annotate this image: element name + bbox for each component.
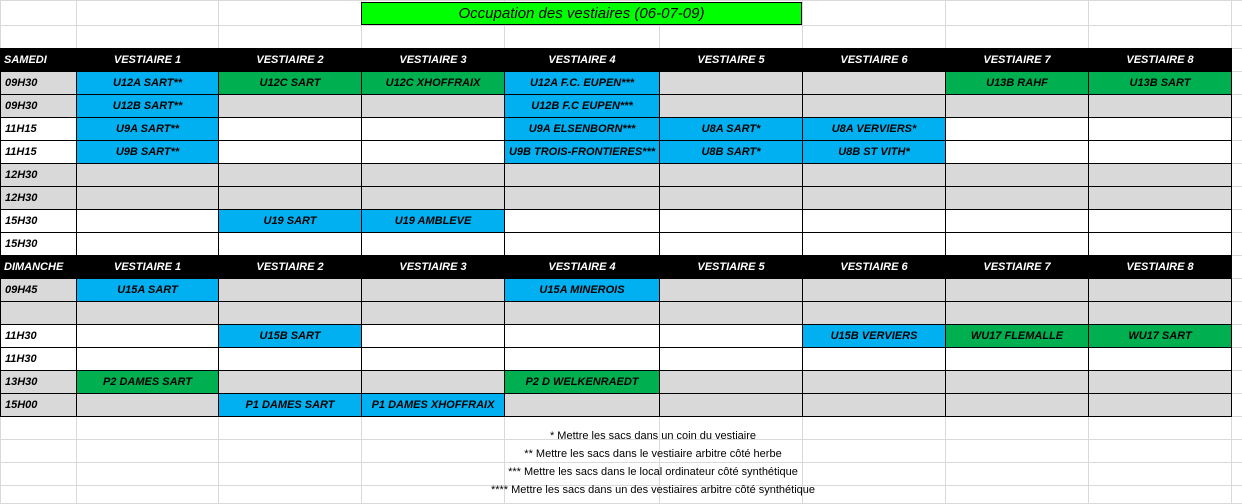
- empty-cell[interactable]: [76, 393, 219, 417]
- empty-cell[interactable]: [659, 301, 803, 325]
- empty-cell[interactable]: [1088, 140, 1232, 164]
- empty-cell[interactable]: [945, 117, 1089, 141]
- empty-cell[interactable]: [802, 301, 946, 325]
- assignment-cell[interactable]: U9B SART**: [76, 140, 219, 164]
- empty-cell[interactable]: [1088, 370, 1232, 394]
- empty-cell[interactable]: [1088, 209, 1232, 233]
- time-cell[interactable]: 09H45: [0, 278, 77, 302]
- empty-cell[interactable]: [218, 163, 362, 187]
- time-cell[interactable]: 15H30: [0, 209, 77, 233]
- vestiaire-header-7[interactable]: VESTIAIRE 7: [945, 48, 1089, 72]
- time-cell[interactable]: 15H30: [0, 232, 77, 256]
- empty-cell[interactable]: [361, 370, 505, 394]
- assignment-cell[interactable]: U19 AMBLEVE: [361, 209, 505, 233]
- time-cell[interactable]: 11H15: [0, 140, 77, 164]
- empty-cell[interactable]: [361, 117, 505, 141]
- assignment-cell[interactable]: U15A MINEROIS: [504, 278, 660, 302]
- time-cell[interactable]: 15H00: [0, 393, 77, 417]
- day-header[interactable]: DIMANCHE: [0, 255, 77, 279]
- empty-cell[interactable]: [218, 301, 362, 325]
- assignment-cell[interactable]: U8A SART*: [659, 117, 803, 141]
- vestiaire-header-8[interactable]: VESTIAIRE 8: [1088, 48, 1232, 72]
- empty-cell[interactable]: [659, 209, 803, 233]
- time-cell[interactable]: 11H15: [0, 117, 77, 141]
- empty-cell[interactable]: [218, 186, 362, 210]
- time-cell[interactable]: 11H30: [0, 324, 77, 348]
- assignment-cell[interactable]: U9A SART**: [76, 117, 219, 141]
- empty-cell[interactable]: [504, 209, 660, 233]
- vestiaire-header-3[interactable]: VESTIAIRE 3: [361, 48, 505, 72]
- vestiaire-header-6[interactable]: VESTIAIRE 6: [802, 48, 946, 72]
- empty-cell[interactable]: [802, 186, 946, 210]
- empty-cell[interactable]: [802, 370, 946, 394]
- time-cell[interactable]: 12H30: [0, 163, 77, 187]
- empty-cell[interactable]: [218, 347, 362, 371]
- empty-cell[interactable]: [1088, 232, 1232, 256]
- assignment-cell[interactable]: P1 DAMES SART: [218, 393, 362, 417]
- assignment-cell[interactable]: U13B SART: [1088, 71, 1232, 95]
- empty-cell[interactable]: [802, 278, 946, 302]
- empty-cell[interactable]: [659, 71, 803, 95]
- empty-cell[interactable]: [1088, 347, 1232, 371]
- empty-cell[interactable]: [802, 347, 946, 371]
- empty-cell[interactable]: [218, 117, 362, 141]
- empty-cell[interactable]: [945, 94, 1089, 118]
- empty-cell[interactable]: [504, 186, 660, 210]
- empty-cell[interactable]: [361, 232, 505, 256]
- assignment-cell[interactable]: U8A VERVIERS*: [802, 117, 946, 141]
- gridline: [0, 0, 1242, 1]
- empty-cell[interactable]: [504, 393, 660, 417]
- empty-cell[interactable]: [945, 232, 1089, 256]
- assignment-cell[interactable]: P1 DAMES XHOFFRAIX: [361, 393, 505, 417]
- note-line[interactable]: * Mettre les sacs dans un coin du vestiaire: [549, 430, 757, 442]
- empty-cell[interactable]: [361, 278, 505, 302]
- empty-cell[interactable]: [361, 163, 505, 187]
- empty-cell[interactable]: [218, 232, 362, 256]
- empty-cell[interactable]: [1088, 186, 1232, 210]
- assignment-cell[interactable]: U12B SART**: [76, 94, 219, 118]
- empty-cell[interactable]: [504, 163, 660, 187]
- day-header[interactable]: SAMEDI: [0, 48, 77, 72]
- empty-cell[interactable]: [1088, 278, 1232, 302]
- assignment-cell[interactable]: U12A F.C. EUPEN***: [504, 71, 660, 95]
- gridline: [0, 25, 1242, 26]
- empty-cell[interactable]: [659, 393, 803, 417]
- assignment-cell[interactable]: U15B SART: [218, 324, 362, 348]
- vestiaire-header-1[interactable]: VESTIAIRE 1: [76, 48, 219, 72]
- empty-cell[interactable]: [945, 370, 1089, 394]
- empty-cell[interactable]: [945, 301, 1089, 325]
- gridline: [0, 462, 1242, 463]
- empty-cell[interactable]: [659, 94, 803, 118]
- empty-cell[interactable]: [802, 163, 946, 187]
- empty-cell[interactable]: [76, 324, 219, 348]
- time-cell[interactable]: 09H30: [0, 71, 77, 95]
- note-line[interactable]: **** Mettre les sacs dans un des vestiaires arbitre côté synthétique: [490, 484, 816, 496]
- empty-cell[interactable]: [76, 186, 219, 210]
- vestiaire-header-4[interactable]: VESTIAIRE 4: [504, 255, 660, 279]
- empty-cell[interactable]: [659, 370, 803, 394]
- time-cell[interactable]: [0, 301, 77, 325]
- empty-cell[interactable]: [945, 209, 1089, 233]
- empty-cell[interactable]: [802, 393, 946, 417]
- empty-cell[interactable]: [76, 301, 219, 325]
- time-cell[interactable]: 09H30: [0, 94, 77, 118]
- vestiaire-header-3[interactable]: VESTIAIRE 3: [361, 255, 505, 279]
- empty-cell[interactable]: [945, 163, 1089, 187]
- empty-cell[interactable]: [945, 393, 1089, 417]
- vestiaire-header-2[interactable]: VESTIAIRE 2: [218, 48, 362, 72]
- assignment-cell[interactable]: P2 D WELKENRAEDT: [504, 370, 660, 394]
- empty-cell[interactable]: [945, 140, 1089, 164]
- assignment-cell[interactable]: U13B RAHF: [945, 71, 1089, 95]
- assignment-cell[interactable]: U12A SART**: [76, 71, 219, 95]
- empty-cell[interactable]: [659, 232, 803, 256]
- vestiaire-header-5[interactable]: VESTIAIRE 5: [659, 48, 803, 72]
- assignment-cell[interactable]: U19 SART: [218, 209, 362, 233]
- empty-cell[interactable]: [1088, 94, 1232, 118]
- empty-cell[interactable]: [218, 278, 362, 302]
- empty-cell[interactable]: [802, 209, 946, 233]
- assignment-cell[interactable]: WU17 SART: [1088, 324, 1232, 348]
- empty-cell[interactable]: [218, 94, 362, 118]
- note-line[interactable]: *** Mettre les sacs dans le local ordinateur côté synthétique: [508, 466, 798, 478]
- vestiaire-header-8[interactable]: VESTIAIRE 8: [1088, 255, 1232, 279]
- vestiaire-header-5[interactable]: VESTIAIRE 5: [659, 255, 803, 279]
- empty-cell[interactable]: [659, 278, 803, 302]
- empty-cell[interactable]: [945, 347, 1089, 371]
- assignment-cell[interactable]: WU17 FLEMALLE: [945, 324, 1089, 348]
- time-cell[interactable]: 13H30: [0, 370, 77, 394]
- empty-cell[interactable]: [802, 71, 946, 95]
- assignment-cell[interactable]: U12C SART: [218, 71, 362, 95]
- empty-cell[interactable]: [504, 232, 660, 256]
- vestiaire-header-6[interactable]: VESTIAIRE 6: [802, 255, 946, 279]
- empty-cell[interactable]: [802, 232, 946, 256]
- empty-cell[interactable]: [361, 94, 505, 118]
- note-line[interactable]: ** Mettre les sacs dans le vestiaire arbitre côté herbe: [524, 448, 782, 460]
- empty-cell[interactable]: [504, 324, 660, 348]
- empty-cell[interactable]: [659, 324, 803, 348]
- empty-cell[interactable]: [945, 186, 1089, 210]
- assignment-cell[interactable]: U15B VERVIERS: [802, 324, 946, 348]
- assignment-cell[interactable]: U8B ST VITH*: [802, 140, 946, 164]
- empty-cell[interactable]: [504, 301, 660, 325]
- empty-cell[interactable]: [76, 347, 219, 371]
- empty-cell[interactable]: [1088, 163, 1232, 187]
- vestiaire-header-4[interactable]: VESTIAIRE 4: [504, 48, 660, 72]
- empty-cell[interactable]: [504, 347, 660, 371]
- assignment-cell[interactable]: U12C XHOFFRAIX: [361, 71, 505, 95]
- assignment-cell[interactable]: U9B TROIS-FRONTIERES***: [504, 140, 660, 164]
- time-cell[interactable]: 12H30: [0, 186, 77, 210]
- assignment-cell[interactable]: P2 DAMES SART: [76, 370, 219, 394]
- empty-cell[interactable]: [361, 186, 505, 210]
- empty-cell[interactable]: [1088, 117, 1232, 141]
- empty-cell[interactable]: [218, 140, 362, 164]
- vestiaire-header-1[interactable]: VESTIAIRE 1: [76, 255, 219, 279]
- empty-cell[interactable]: [1088, 393, 1232, 417]
- empty-cell[interactable]: [361, 347, 505, 371]
- empty-cell[interactable]: [945, 278, 1089, 302]
- empty-cell[interactable]: [1088, 301, 1232, 325]
- empty-cell[interactable]: [76, 163, 219, 187]
- empty-cell[interactable]: [659, 163, 803, 187]
- empty-cell[interactable]: [76, 209, 219, 233]
- assignment-cell[interactable]: U12B F.C EUPEN***: [504, 94, 660, 118]
- vestiaire-header-2[interactable]: VESTIAIRE 2: [218, 255, 362, 279]
- empty-cell[interactable]: [361, 140, 505, 164]
- sheet-title[interactable]: Occupation des vestiaires (06-07-09): [361, 2, 802, 25]
- assignment-cell[interactable]: U15A SART: [76, 278, 219, 302]
- assignment-cell[interactable]: U8B SART*: [659, 140, 803, 164]
- empty-cell[interactable]: [218, 370, 362, 394]
- assignment-cell[interactable]: U9A ELSENBORN***: [504, 117, 660, 141]
- empty-cell[interactable]: [802, 94, 946, 118]
- time-cell[interactable]: 11H30: [0, 347, 77, 371]
- empty-cell[interactable]: [659, 347, 803, 371]
- empty-cell[interactable]: [361, 324, 505, 348]
- empty-cell[interactable]: [361, 301, 505, 325]
- empty-cell[interactable]: [76, 232, 219, 256]
- vestiaire-header-7[interactable]: VESTIAIRE 7: [945, 255, 1089, 279]
- empty-cell[interactable]: [659, 186, 803, 210]
